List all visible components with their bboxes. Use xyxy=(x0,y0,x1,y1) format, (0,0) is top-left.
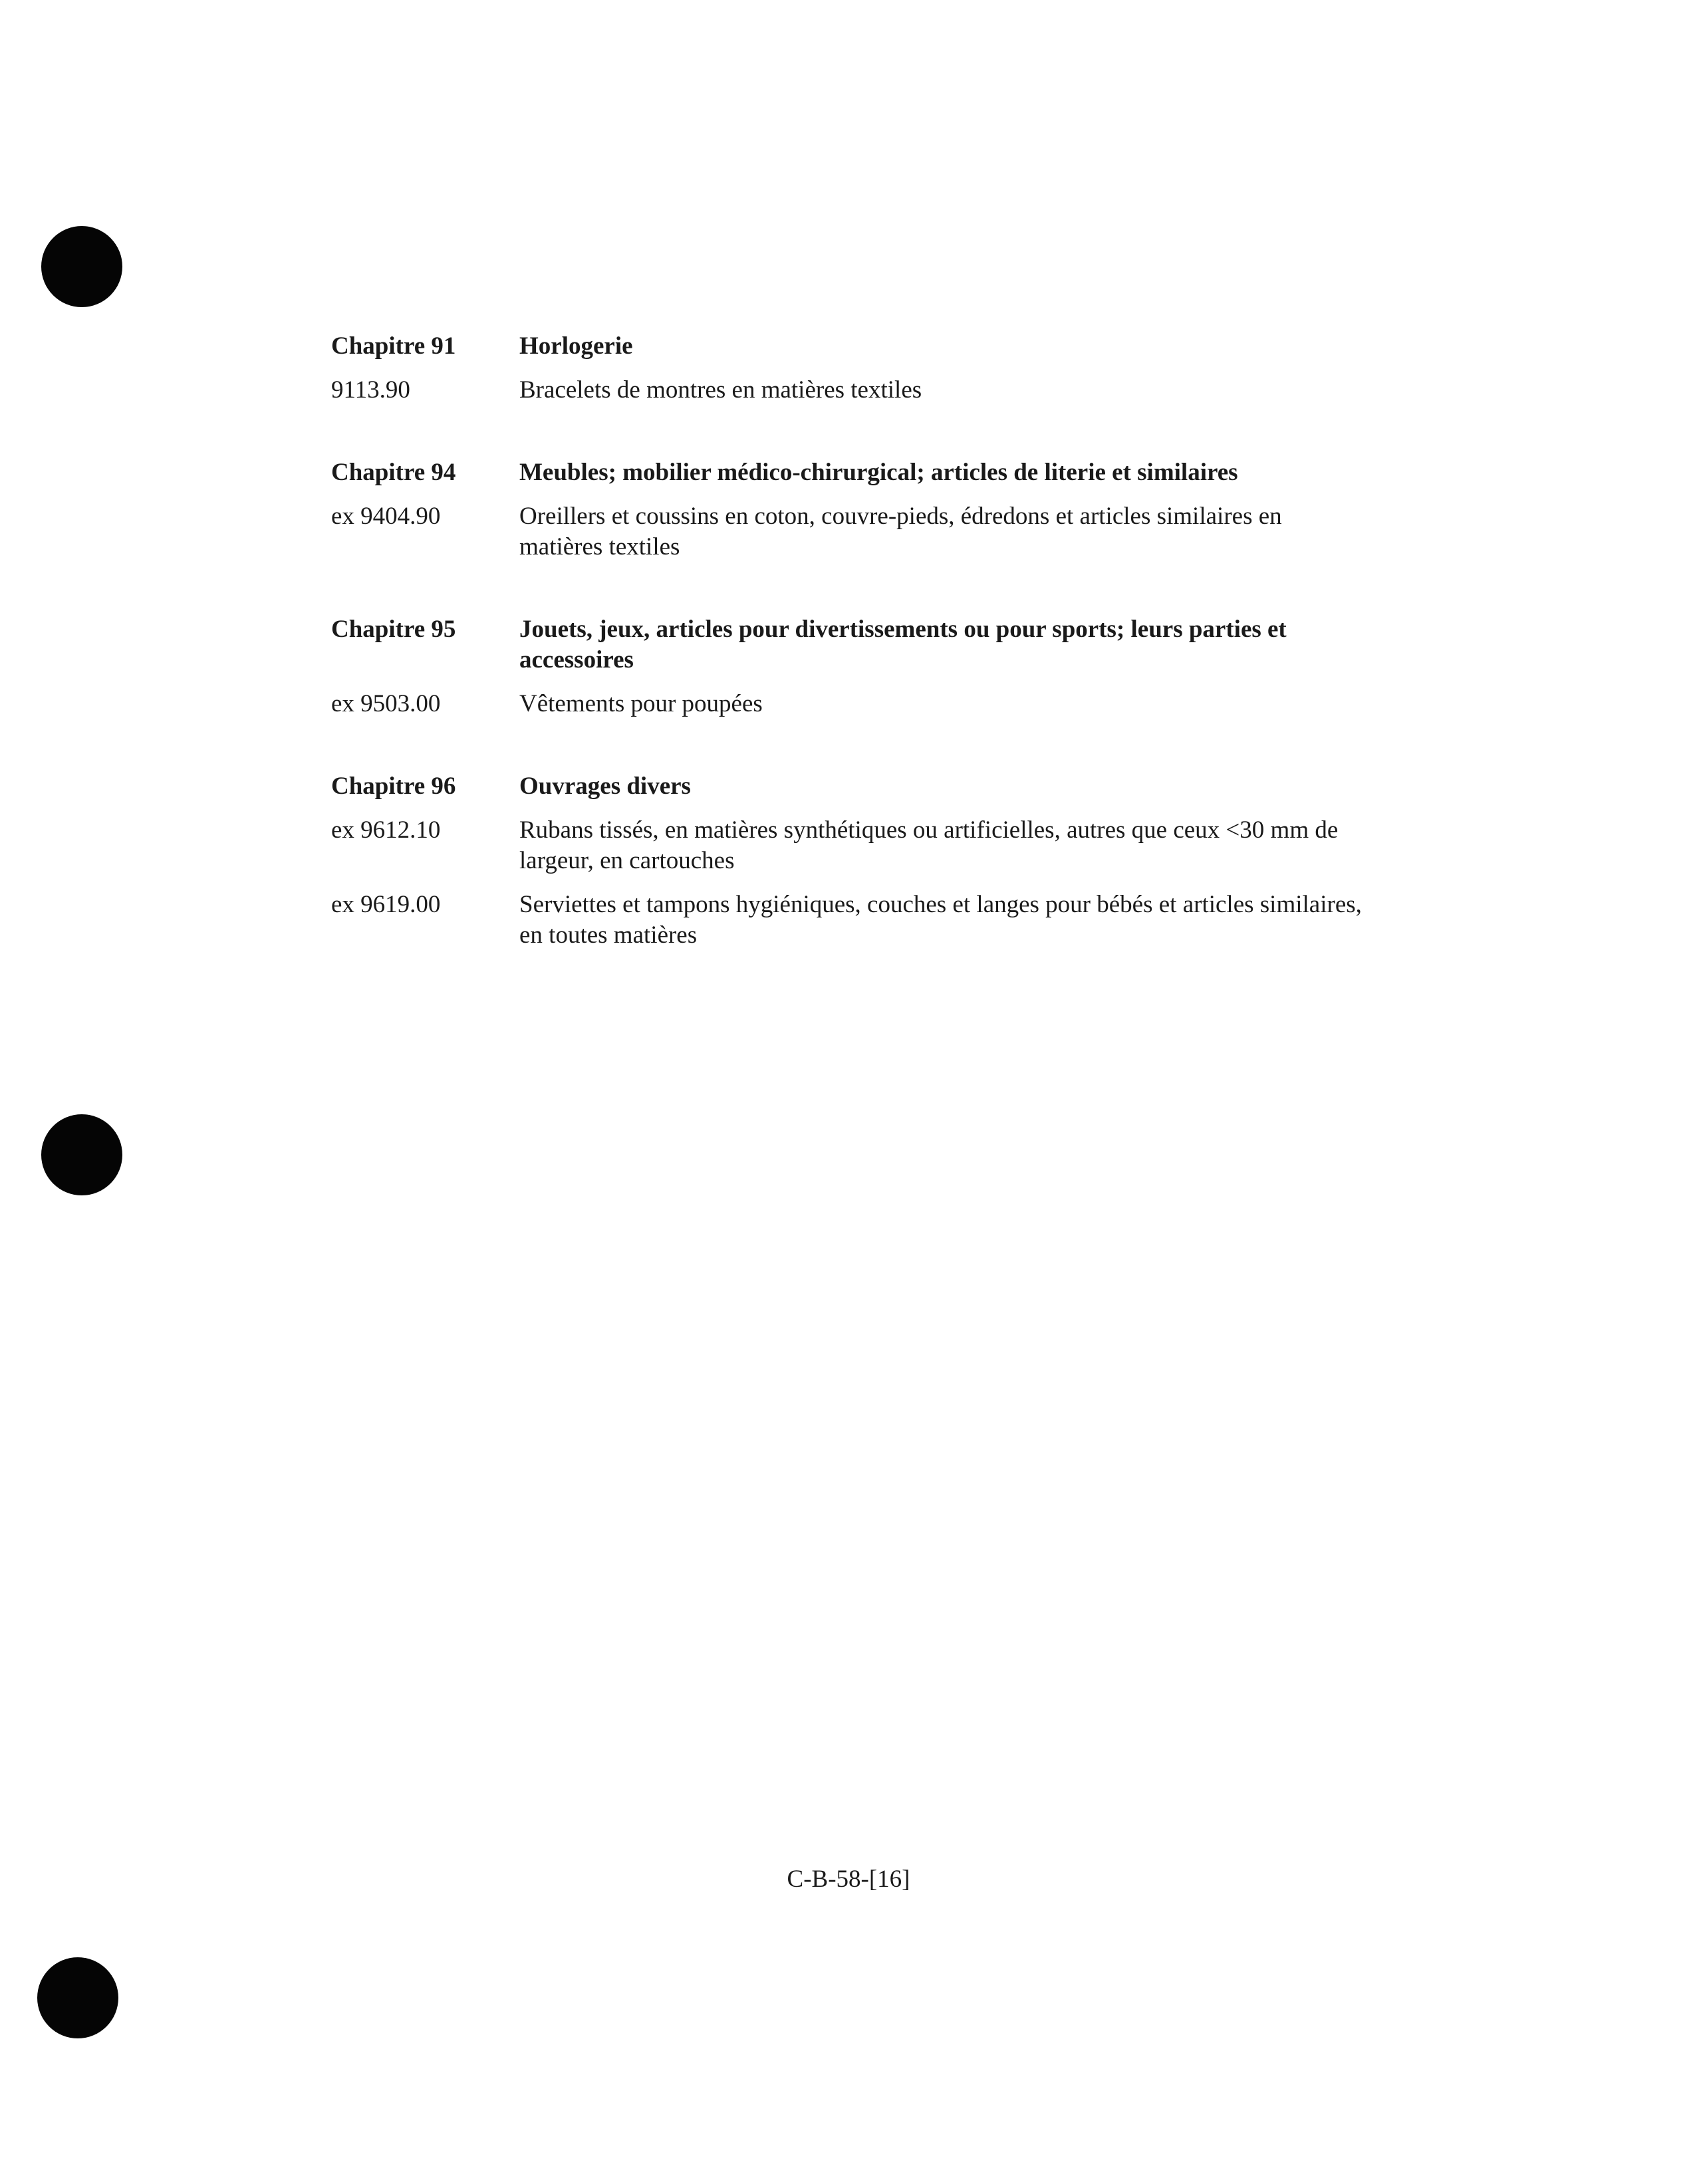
chapter-91 xyxy=(331,331,1369,406)
chapter-number: Chapitre 95 xyxy=(331,616,456,643)
tariff-item xyxy=(331,815,1369,876)
chapter-title: Ouvrages divers xyxy=(519,773,691,800)
chapter-heading xyxy=(331,771,1369,802)
chapter-heading xyxy=(331,614,1369,675)
tariff-description: Bracelets de montres en matières textiles xyxy=(519,376,922,404)
chapter-heading xyxy=(331,457,1369,488)
chapter-title: Jouets, jeux, articles pour divertissements ou pour sports; leurs parties et accessoires xyxy=(519,616,1287,673)
chapter-title: Meubles; mobilier médico-chirurgical; articles de literie et similaires xyxy=(519,459,1238,486)
chapter-95 xyxy=(331,614,1369,719)
tariff-description: Rubans tissés, en matières synthétiques ou artificielles, autres que ceux <30 mm de largeur, en cartouches xyxy=(519,816,1339,874)
tariff-item xyxy=(331,689,1369,719)
chapter-title: Horlogerie xyxy=(519,332,633,360)
chapter-96 xyxy=(331,771,1369,951)
punch-hole xyxy=(41,226,122,307)
tariff-code: 9113.90 xyxy=(331,376,410,404)
tariff-item xyxy=(331,890,1369,951)
punch-hole xyxy=(41,1114,122,1195)
page-reference: C-B-58-[16] xyxy=(787,1866,910,1893)
tariff-description: Oreillers et coussins en coton, couvre-pieds, édredons et articles similaires en matières textiles xyxy=(519,503,1282,560)
tariff-item xyxy=(331,501,1369,562)
chapter-number: Chapitre 91 xyxy=(331,332,456,360)
tariff-code: ex 9404.90 xyxy=(331,503,441,530)
chapter-number: Chapitre 94 xyxy=(331,459,456,486)
tariff-description: Vêtements pour poupées xyxy=(519,690,763,717)
chapter-heading xyxy=(331,331,1369,362)
tariff-item xyxy=(331,375,1369,406)
tariff-code: ex 9503.00 xyxy=(331,690,441,717)
tariff-description: Serviettes et tampons hygiéniques, couches et langes pour bébés et articles similaires, en toutes matières xyxy=(519,891,1362,949)
tariff-list xyxy=(331,331,1369,1003)
chapter-94 xyxy=(331,457,1369,562)
tariff-code: ex 9612.10 xyxy=(331,816,441,844)
chapter-number: Chapitre 96 xyxy=(331,773,456,800)
punch-hole xyxy=(37,1957,118,2038)
tariff-code: ex 9619.00 xyxy=(331,891,441,918)
